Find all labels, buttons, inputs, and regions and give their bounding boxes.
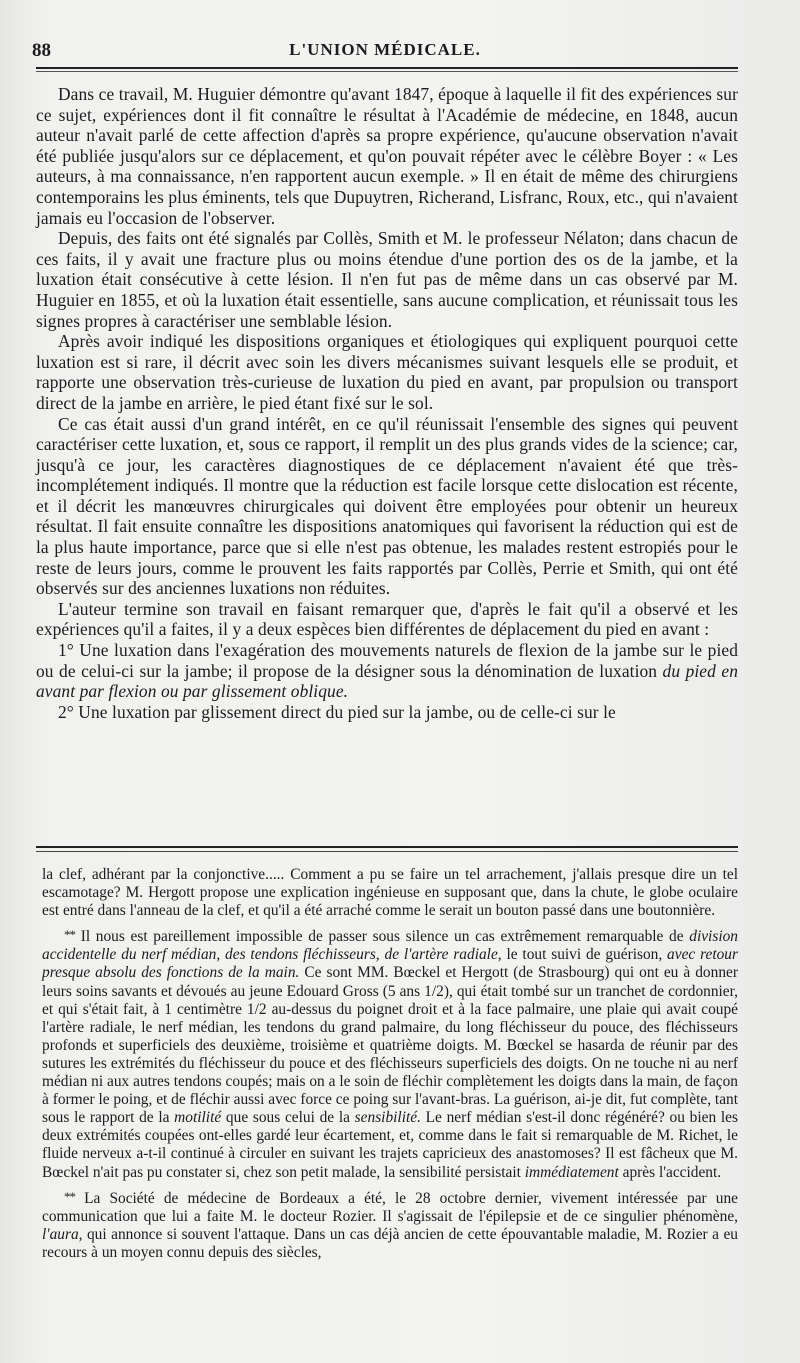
article-paragraph: Depuis, des faits ont été signalés par Collès, Smith et M. le professeur Nélaton; dans chacun de ces faits, il y avait une fracture plus ou moins étendue d'une portion des os de la jambe, et la luxation était consécutive à cette lésion. Il n'en fut pas de même dans un cas observé par M. Huguier en 1855, et où la luxation était essentielle, sans aucune complication, et réunissait tous les signes propres à caractériser une semblable lésion. (36, 228, 738, 331)
journal-title: L'UNION MÉDICALE. (289, 40, 481, 59)
header-rule (36, 67, 738, 72)
list-item-1 (36, 640, 738, 702)
list-item-2: 2° Une luxation par glissement direct du pied sur la jambe, ou de celle-ci sur le (58, 701, 616, 722)
asterism-mark: ** (64, 1188, 75, 1204)
article-paragraph: Ce cas était aussi d'un grand intérêt, en ce qu'il réunissait l'ensemble des signes qui peuvent caractériser cette luxation, et, sous ce rapport, il remplit un des plus grands vides de la science; car, jusqu'à ce jour, les caractères diagnostiques de ce déplacement n'avaient été que très-incomplétement indiqués. Il montre que la réduction est facile lorsque cette dislocation est récente, et il décrit les manœuvres chirurgicales qui doivent être employées pour obtenir un heureux résultat. Il fait ensuite connaître les dispositions anatomiques qui favorisent la réduction qui est de la plus haute importance, parce que si elle n'est pas obtenue, les malades restent estropiés pour le reste de leurs jours, comme le prouvent les faits rapportés par Collès, Perrie et Smith, qui ont été observés sur des anciennes luxations non réduites. (36, 413, 738, 599)
asterism-mark: ** (64, 927, 75, 943)
list-item-1-text: 1° Une luxation dans l'exagération des mouvements naturels de flexion de la jambe sur le pied ou de celui-ci sur la jambe; il propose de la désigner sous la dénomination de luxation (36, 640, 738, 681)
notes-section (42, 866, 738, 1262)
section-separator (36, 846, 738, 852)
note-paragraph: ** Il nous est pareillement impossible de passer sous silence un cas extrêmement remarquable de division accidentelle du nerf médian, des tendons fléchisseurs, de l'artère radiale, le tout suivi de guérison, avec retour presque absolu des fonctions de la main. Ce sont MM. Bœckel et Hergott (de Strasbourg) qui ont eu à donner leurs soins savants et dévoués au jeune Edouard Gross (5 ans 1/2), qui était tombé sur un tranchet de cordonnier, et qui s'était fait, à 1 centimètre 1/2 au-dessus du poignet droit et à la face palmaire, une plaie qui avait coupé l'artère radiale, le nerf médian, les tendons du grand palmaire, du long fléchisseur du pouce, des fléchisseurs profonds et superficiels des deuxième, troisième et quatrième doigts. M. Bœckel se hasarda de réunir par des sutures les extrémités du fléchisseur du pouce et des fléchisseurs superficiels des doigts. On ne touche ni au nerf médian ni aux autres tendons coupés; mais on a le soin de fléchir complètement les doigts dans la main, de façon à former le poing, et de fléchir aussi avec force ce poing sur l'avant-bras. La guérison, ai-je dit, fut complète, tant sous le rapport de la motilité que sous celui de la sensibilité. Le nerf médian s'est-il donc régénéré? ou bien les deux extrémités coupées ont-elles gardé leur écartement, et, comme dans le fait si remarquable de M. Richet, le fluide nerveux a-t-il continué à circuler en suivant les trajets capricieux des anastomoses? Il est fâcheux que M. Bœckel n'ait pas pu constater si, chez son petit malade, la sensibilité persistait immédiatement après l'accident. (42, 927, 738, 1181)
article-paragraph: Dans ce travail, M. Huguier démontre qu'avant 1847, époque à laquelle il fit des expériences sur ce sujet, expériences dont il fit connaître le résultat à l'Académie de médecine, en 1848, aucun auteur n'avait parlé de cette affection d'après sa propre expérience, qu'aucune observation n'avait été publiée jusqu'alors sur ce déplacement, et qu'on pouvait répéter avec le célèbre Boyer : « Les auteurs, à ma connaissance, n'en rapportent aucun exemple. » Il en était de même des chirurgiens contemporains les plus éminents, tels que Dupuytren, Richerand, Lisfranc, Roux, etc., qui n'avaient jamais eu l'occasion de l'observer. (36, 84, 738, 228)
article-paragraph: L'auteur termine son travail en faisant remarquer que, d'après le fait qu'il a observé et les expériences qu'il a faites, il y a deux espèces bien différentes de déplacement du pied en avant : (36, 598, 738, 640)
page-number: 88 (32, 40, 51, 61)
note-paragraph: ** La Société de médecine de Bordeaux a été, le 28 octobre dernier, vivement intéressée par une communication que lui a faite M. le docteur Rozier. Il s'agissait de l'épilepsie et de ce singulier phénomène, l'aura, qui annonce si souvent l'attaque. Dans un cas déjà ancien de cette épouvantable maladie, M. Rozier a eu recours à un moyen connu depuis des siècles, (42, 1188, 738, 1261)
main-article (36, 84, 738, 722)
article-paragraph: Après avoir indiqué les dispositions organiques et étiologiques qui expliquent pourquoi cette luxation est si rare, il décrit avec soin les divers mécanismes suivant lesquels elle se produit, et rapporte une observation très-curieuse de luxation du pied en avant, par propulsion ou transport direct de la jambe en arrière, le pied étant fixé sur le sol. (36, 331, 738, 413)
list-item-1-italic: du pied en avant par flexion ou par glissement oblique. (36, 660, 738, 702)
page-header (32, 40, 738, 70)
note-paragraph: la clef, adhérant par la conjonctive..... Comment a pu se faire un tel arrachement, j'allais presque dire un tel escamotage? M. Hergott propose une explication ingénieuse en supposant que, dans la chute, le globe oculaire est entré dans l'anneau de la clef, et qu'il a été arraché comme le serait un bouton passé dans une boutonnière. (42, 866, 738, 920)
